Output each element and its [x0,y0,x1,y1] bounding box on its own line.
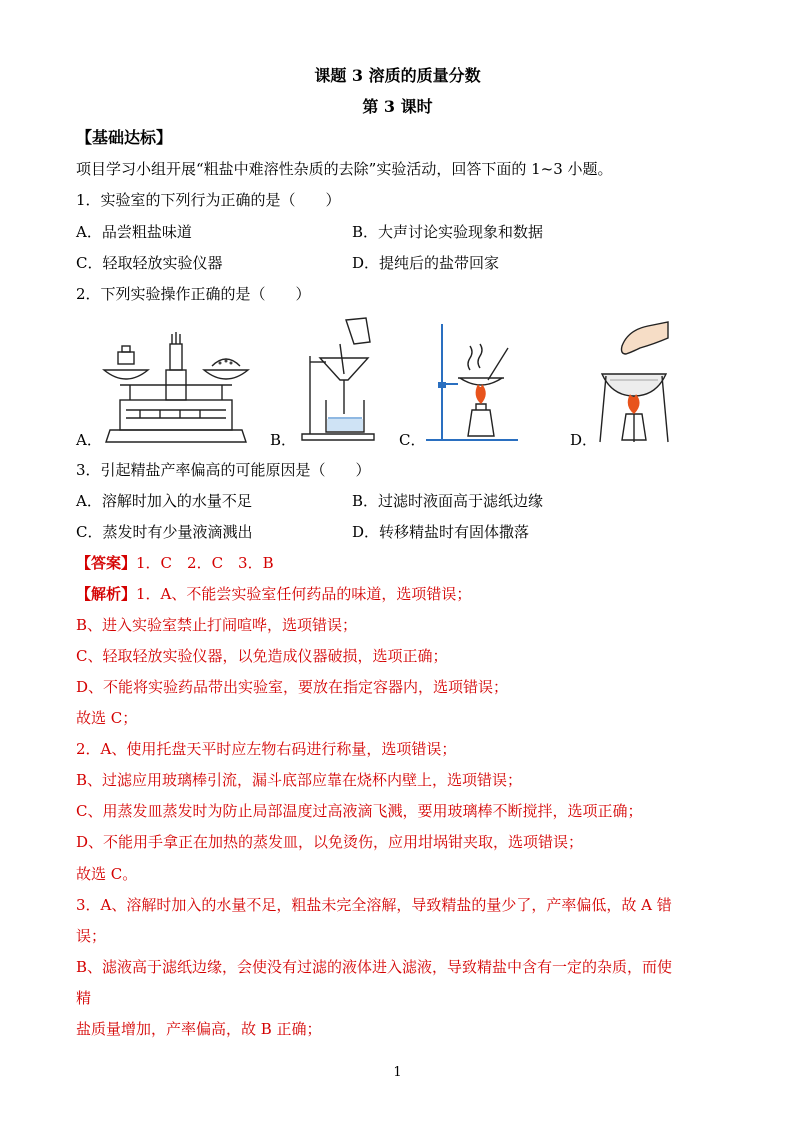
q2-figure-a-label: A． [76,431,102,449]
question-1-stem: 1．实验室的下列行为正确的是（ ） [76,191,341,209]
page-title: 课题 3 溶质的质量分数 [314,66,481,85]
analysis-line-12: 误； [76,927,107,945]
analysis-line-14: 精 [76,989,92,1007]
analysis-line-1 [76,584,471,604]
q3-option-a: A．溶解时加入的水量不足 [76,492,252,510]
q2-figure-d-label: D． [570,431,598,449]
analysis-line-5: 故选 C； [76,709,138,727]
balance-icon [100,330,252,445]
q2-figure-c-label: C． [399,431,426,449]
analysis-line-3: C、轻取轻放实验仪器，以免造成仪器破损，选项正确； [76,647,448,665]
q1-option-c: C．轻取轻放实验仪器 [76,254,223,272]
q2-figure-b-label: B． [270,431,297,449]
answer-line [76,553,274,573]
analysis-line-15: 盐质量增加，产率偏高，故 B 正确； [76,1020,322,1038]
analysis-line-7: B、过滤应用玻璃棒引流，漏斗底部应靠在烧杯内壁上，选项错误； [76,771,523,789]
q3-option-c: C．蒸发时有少量液滴溅出 [76,523,253,541]
analysis-line-8: C、用蒸发皿蒸发时为防止局部温度过高液滴飞溅，要用玻璃棒不断搅拌，选项正确； [76,802,643,820]
evaporation-icon [422,318,522,444]
analysis-line-11: 3．A、溶解时加入的水量不足，粗盐未完全溶解，导致精盐的量少了，产率偏低，故 A 错 [76,896,672,914]
analysis-line-10: 故选 C。 [76,865,138,883]
hand-evaporating-dish-icon [596,318,672,444]
answer-text: 1．C 2．C 3．B [136,554,274,572]
question-3-stem: 3．引起精盐产率偏高的可能原因是（ ） [76,461,371,479]
page-subtitle: 第 3 课时 [362,97,433,116]
section-heading: 【基础达标】 [76,128,173,147]
question-2-stem: 2．下列实验操作正确的是（ ） [76,285,311,303]
intro-text: 项目学习小组开展“粗盐中难溶性杂质的去除”实验活动，回答下面的 1~3 小题。 [76,160,613,178]
q1-option-d: D．提纯后的盐带回家 [352,254,500,272]
q1-option-b: B．大声讨论实验现象和数据 [352,223,544,241]
analysis-tag: 【解析】 [76,585,137,603]
analysis-text: 1．A、不能尝实验室任何药品的味道，选项错误； [136,585,472,603]
q1-option-a: A．品尝粗盐味道 [76,223,192,241]
analysis-line-4: D、不能将实验药品带出实验室，要放在指定容器内，选项错误； [76,678,509,696]
analysis-line-13: B、滤液高于滤纸边缘，会使没有过滤的液体进入滤液，导致精盐中含有一定的杂质，而使 [76,958,673,976]
analysis-line-9: D、不能用手拿正在加热的蒸发皿，以免烫伤，应用坩埚钳夹取，选项错误； [76,833,584,851]
analysis-line-2: B、进入实验室禁止打闹喧哗，选项错误； [76,616,358,634]
answer-tag: 【答案】 [76,554,137,572]
q3-option-b: B．过滤时液面高于滤纸边缘 [352,492,544,510]
q3-option-d: D．转移精盐时有固体撒落 [352,523,530,541]
analysis-line-6: 2．A、使用托盘天平时应左物右码进行称量，选项错误； [76,740,457,758]
filtration-icon [296,314,376,444]
page-number: 1 [393,1065,402,1080]
